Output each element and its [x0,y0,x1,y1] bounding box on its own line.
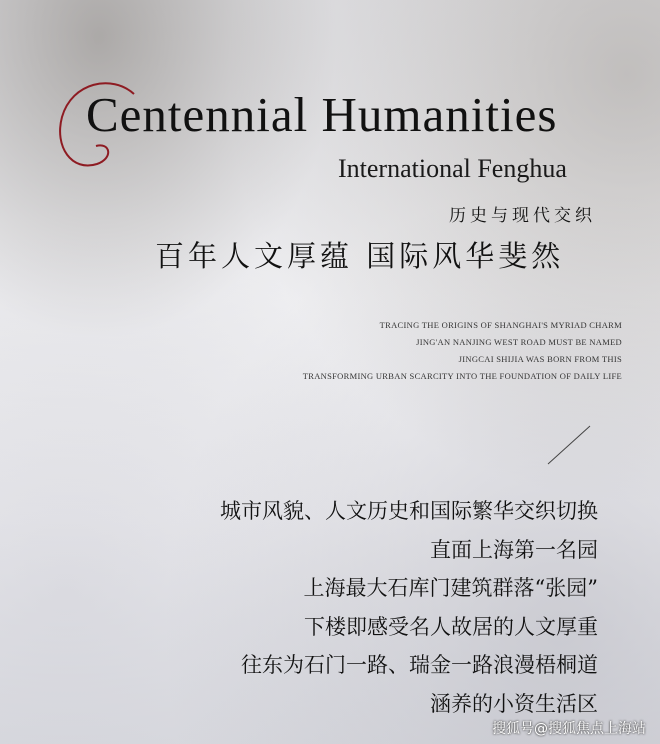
poem-line: 往东为石门一路、瑞金一路浪漫梧桐道 [241,653,598,677]
english-line: JINGCAI SHIJIA WAS BORN FROM THIS [458,354,622,364]
poem-line: 下楼即感受名人故居的人文厚重 [304,614,598,639]
poem-line: 城市风貌、人文历史和国际繁华交织切换 [220,499,598,523]
poem-line: 直面上海第一名园 [430,537,598,562]
title-sub: International Fenghua [338,154,567,183]
title-main: Centennial Humanities [86,87,558,142]
divider-slash [546,424,592,466]
english-line: JING'AN NANJING WEST ROAD MUST BE NAMED [416,337,622,347]
english-line: TRANSFORMING URBAN SCARCITY INTO THE FOUNDATION OF DAILY LIFE [302,371,622,381]
poem-block [220,492,598,723]
poem-line: 涵养的小资生活区 [430,691,598,716]
poem-line: 上海最大石库门建筑群落“张园” [303,576,598,600]
watermark: 搜狐号@搜狐焦点上海站 [492,721,646,737]
chinese-headline: 百年人文厚蕴 国际风华斐然 [155,239,565,273]
english-text-block [303,317,622,385]
chinese-subtitle: 历史与现代交织 [449,206,596,226]
english-line: TRACING THE ORIGINS OF SHANGHAI'S MYRIAD CHARM [379,320,622,330]
